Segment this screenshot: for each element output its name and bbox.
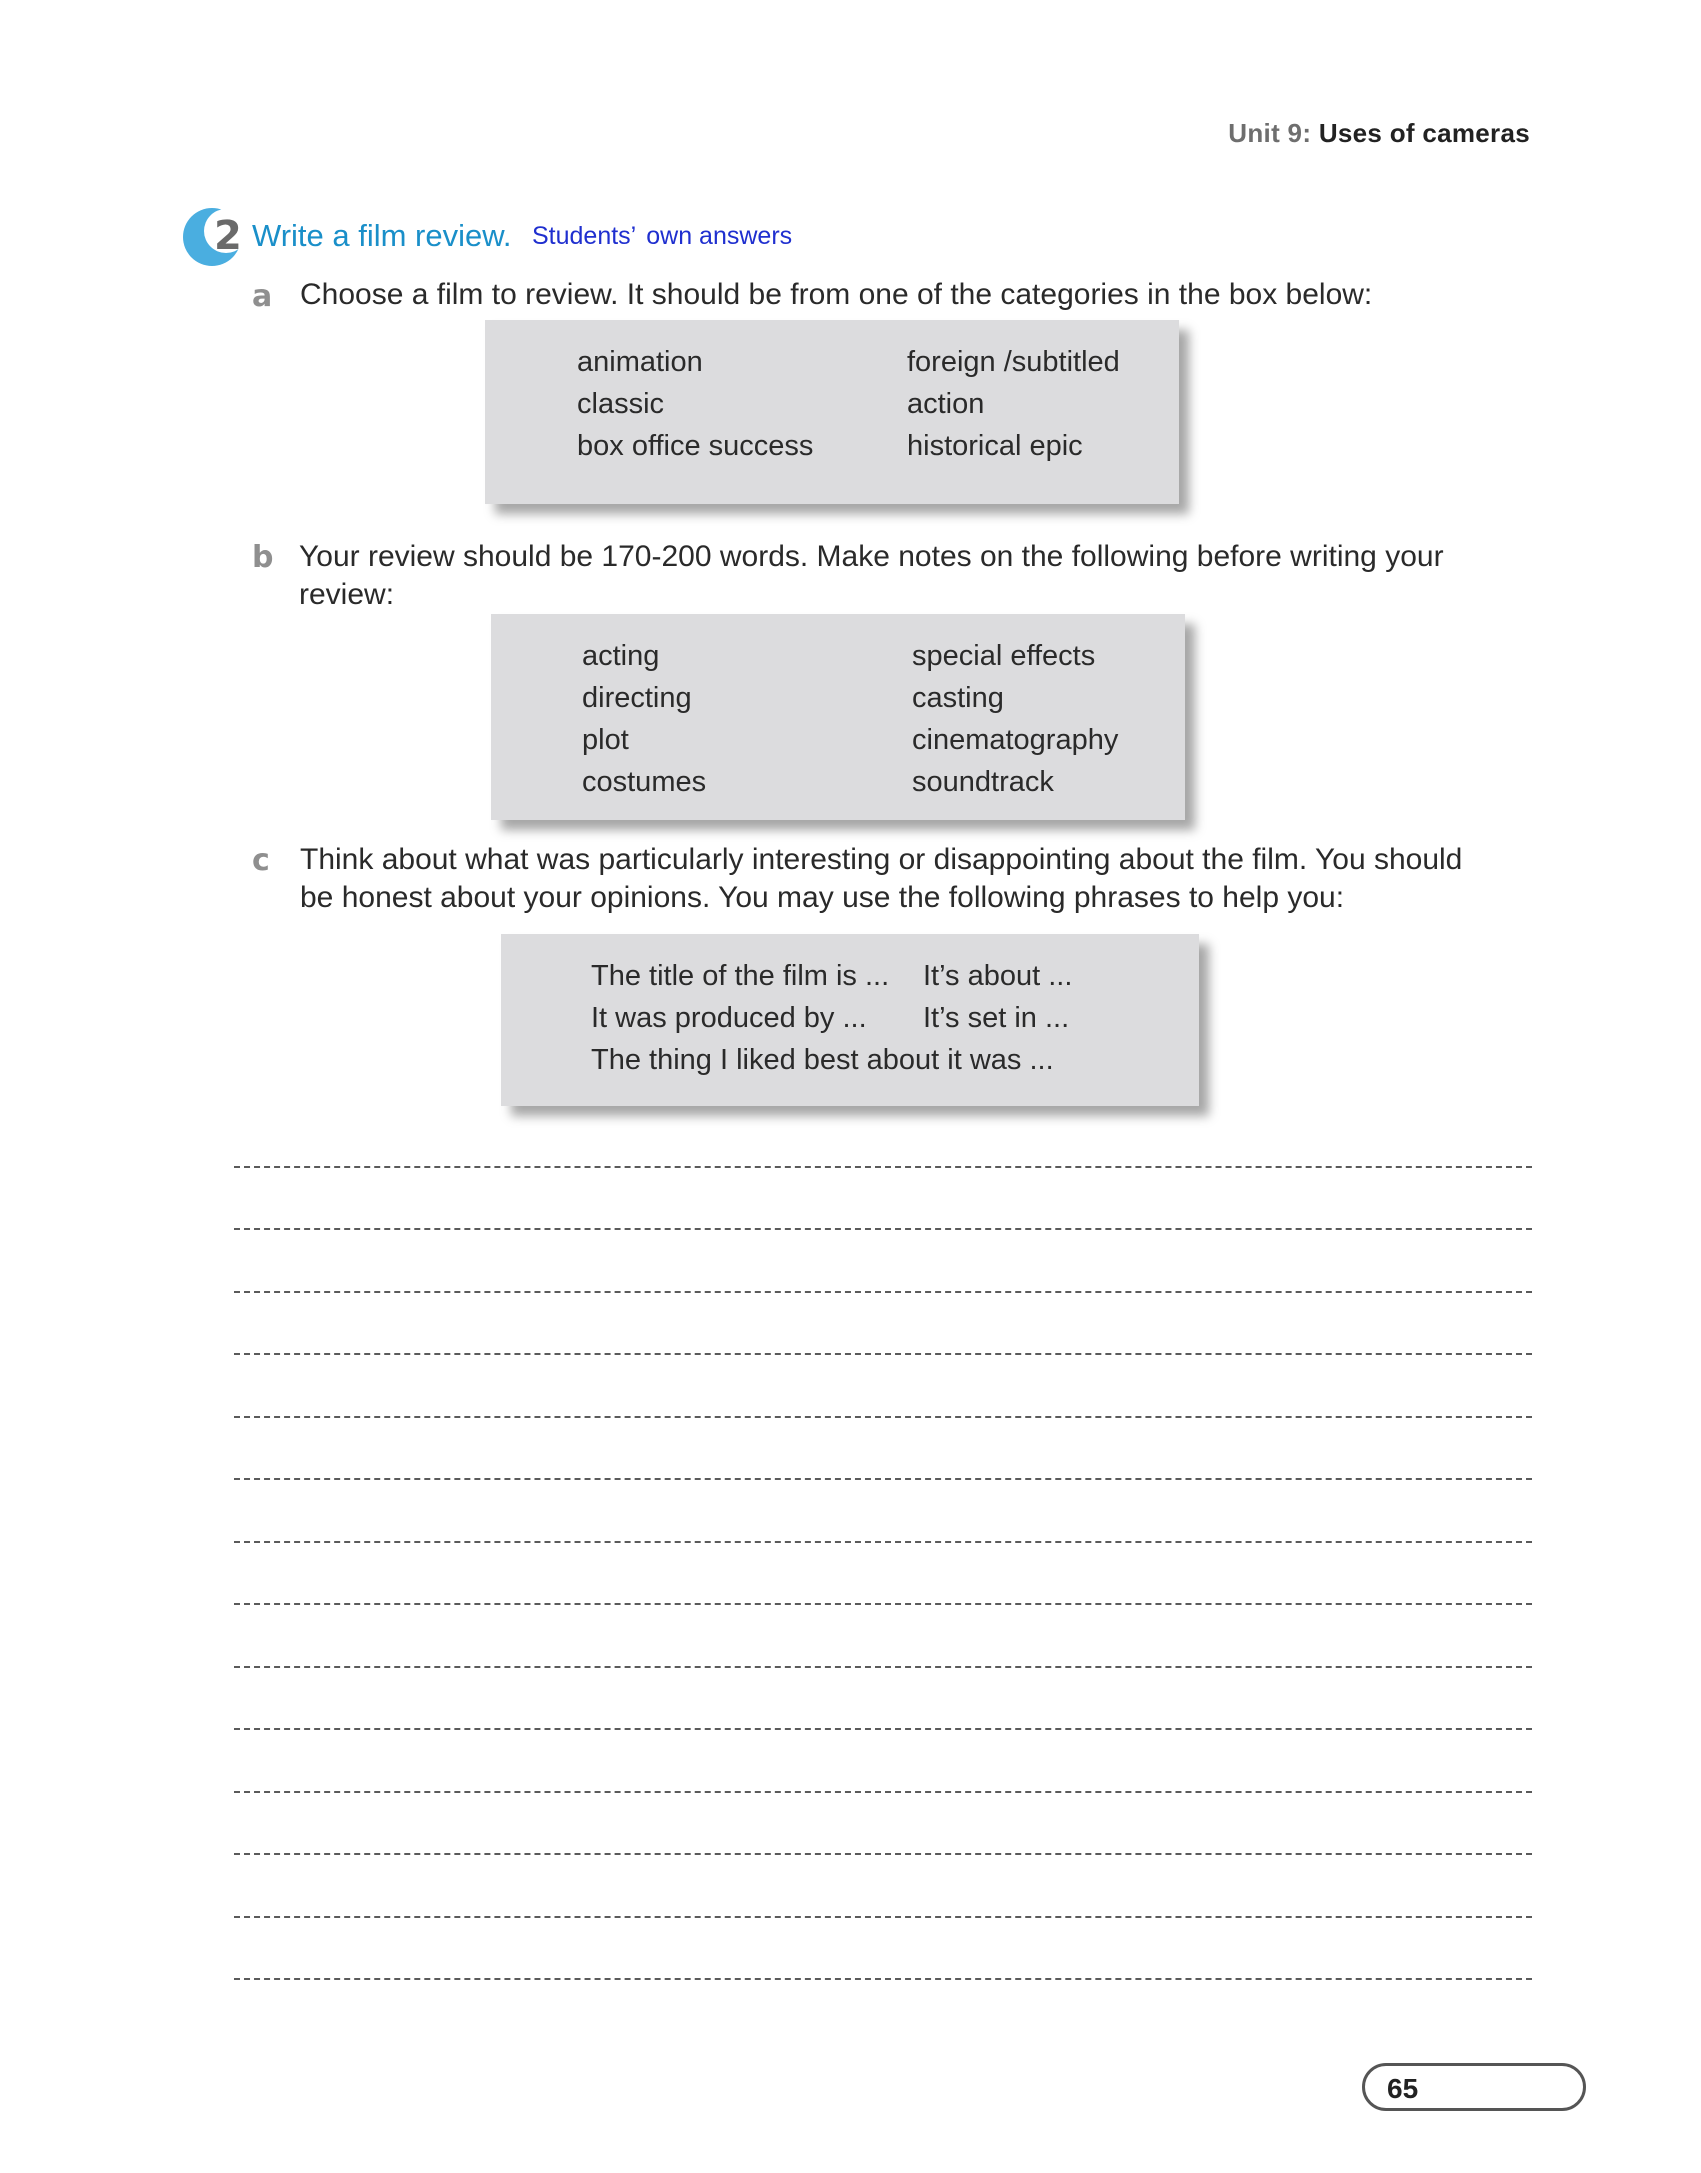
unit-label: Unit 9:: [1228, 118, 1312, 148]
page-number: 65: [1387, 2073, 1419, 2104]
section-b-letter: b: [252, 540, 274, 575]
useful-phrases-box: [501, 934, 1199, 1106]
exercise-title: Write a film review.: [252, 218, 512, 253]
phrase-item: The title of the film is ...: [591, 960, 890, 992]
writing-line[interactable]: [234, 1603, 1532, 1605]
section-c-text-line2: be honest about your opinions. You may use the following phrases to help you:: [300, 881, 1345, 914]
category-item: classic: [577, 388, 665, 420]
topic-item: casting: [912, 682, 1004, 714]
topic-item: soundtrack: [912, 766, 1054, 798]
writing-line[interactable]: [234, 1791, 1532, 1793]
phrase-item: It was produced by ...: [591, 1002, 867, 1034]
writing-line[interactable]: [234, 1166, 1532, 1168]
category-item: action: [907, 388, 985, 420]
topic-item: special effects: [912, 640, 1096, 672]
notes-topics-box: [491, 614, 1185, 820]
writing-line[interactable]: [234, 1978, 1532, 1980]
topic-item: cinematography: [912, 724, 1119, 756]
writing-line[interactable]: [234, 1916, 1532, 1918]
writing-line[interactable]: [234, 1291, 1532, 1293]
answer-note: [532, 222, 792, 251]
section-a-letter: a: [252, 279, 273, 314]
writing-line[interactable]: [234, 1666, 1532, 1668]
writing-line[interactable]: [234, 1416, 1532, 1418]
writing-line[interactable]: [234, 1353, 1532, 1355]
phrase-item: It’s set in ...: [923, 1002, 1070, 1034]
writing-line[interactable]: [234, 1541, 1532, 1543]
category-item: box office success: [577, 430, 814, 462]
section-b-text-line2: review:: [299, 578, 395, 611]
phrase-item: The thing I liked best about it was ...: [591, 1044, 1054, 1076]
section-c-text-line1: Think about what was particularly interesting or disappointing about the film. You should: [300, 843, 1463, 876]
badge-crescent-icon: [182, 205, 246, 269]
section-a-text: Choose a film to review. It should be from one of the categories in the box below:: [300, 278, 1373, 311]
category-item: foreign /subtitled: [907, 346, 1120, 378]
writing-line[interactable]: [234, 1728, 1532, 1730]
unit-title: Uses of cameras: [1318, 118, 1530, 148]
writing-line[interactable]: [234, 1478, 1532, 1480]
exercise-number-badge: [182, 205, 246, 269]
writing-line[interactable]: [234, 1228, 1532, 1230]
writing-line[interactable]: [234, 1853, 1532, 1855]
category-item: historical epic: [907, 430, 1083, 462]
topic-item: directing: [582, 682, 692, 714]
category-item: animation: [577, 346, 703, 378]
section-c-letter: c: [252, 843, 270, 878]
page-number-pill: [1362, 2063, 1586, 2111]
unit-header: [1228, 118, 1530, 149]
topic-item: costumes: [582, 766, 707, 798]
section-b-text-line1: Your review should be 170-200 words. Make notes on the following before writing your: [299, 540, 1444, 573]
answer-note-part1: Students’: [532, 222, 637, 250]
topic-item: plot: [582, 724, 629, 756]
film-category-box: [485, 320, 1179, 504]
answer-note-part2: own answers: [646, 222, 793, 250]
exercise-number: 2: [214, 213, 242, 259]
phrase-item: It’s about ...: [923, 960, 1073, 992]
topic-item: acting: [582, 640, 660, 672]
